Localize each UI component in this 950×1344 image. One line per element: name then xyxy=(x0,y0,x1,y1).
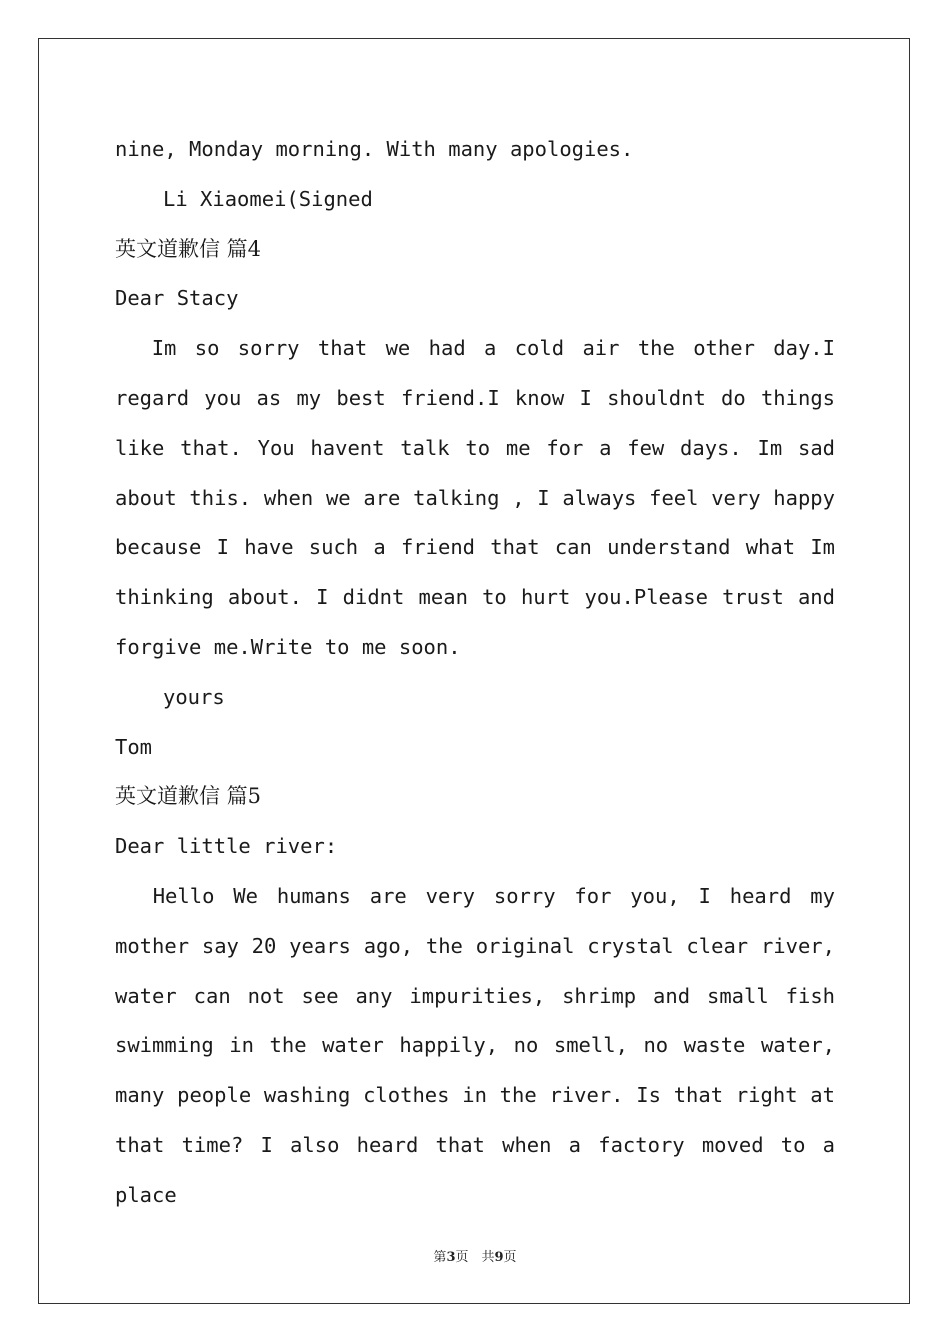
section-heading: 英文道歉信 篇5 xyxy=(115,784,262,809)
signature-line: Li Xiaomei(Signed xyxy=(163,186,373,211)
section-heading: 英文道歉信 篇4 xyxy=(115,236,262,261)
text-line: mother say 20 years ago, the original crystal clear river, xyxy=(115,933,835,958)
page-footer xyxy=(0,1246,950,1265)
text-line: regard you as my best friend.I know I shouldnt do things xyxy=(115,385,835,410)
footer-middle: 页 共 xyxy=(455,1250,495,1265)
text-line: like that. You havent talk to me for a few days. Im sad xyxy=(115,435,835,460)
salutation: Dear little river: xyxy=(115,834,338,859)
text-line: Hello We humans are very sorry for you, I heard my xyxy=(115,883,835,908)
text-line: water can not see any impurities, shrimp and small fish xyxy=(115,983,835,1008)
text-line: about this. when we are talking , I always feel very happy xyxy=(115,485,835,510)
closing-line: yours xyxy=(163,684,225,709)
salutation: Dear Stacy xyxy=(115,286,239,311)
text-line: swimming in the water happily, no smell, no waste water, xyxy=(115,1033,835,1058)
signature-line: Tom xyxy=(115,734,153,759)
text-line: that time? I also heard that when a factory moved to a place xyxy=(115,1132,835,1207)
text-line: many people washing clothes in the river. Is that right at xyxy=(115,1083,835,1108)
total-page-count: 9 xyxy=(494,1250,504,1265)
footer-suffix: 页 xyxy=(503,1250,517,1265)
document-body xyxy=(115,125,835,1207)
current-page-number: 3 xyxy=(446,1250,456,1265)
text-line: because I have such a friend that can understand what Im xyxy=(115,535,835,560)
text-line: nine, Monday morning. With many apologies. xyxy=(115,137,634,161)
text-line: forgive me.Write to me soon. xyxy=(115,634,461,659)
footer-prefix: 第 xyxy=(433,1250,447,1265)
text-line: thinking about. I didnt mean to hurt you.Please trust and xyxy=(115,585,835,610)
text-line: Im so sorry that we had a cold air the other day.I xyxy=(115,336,835,361)
